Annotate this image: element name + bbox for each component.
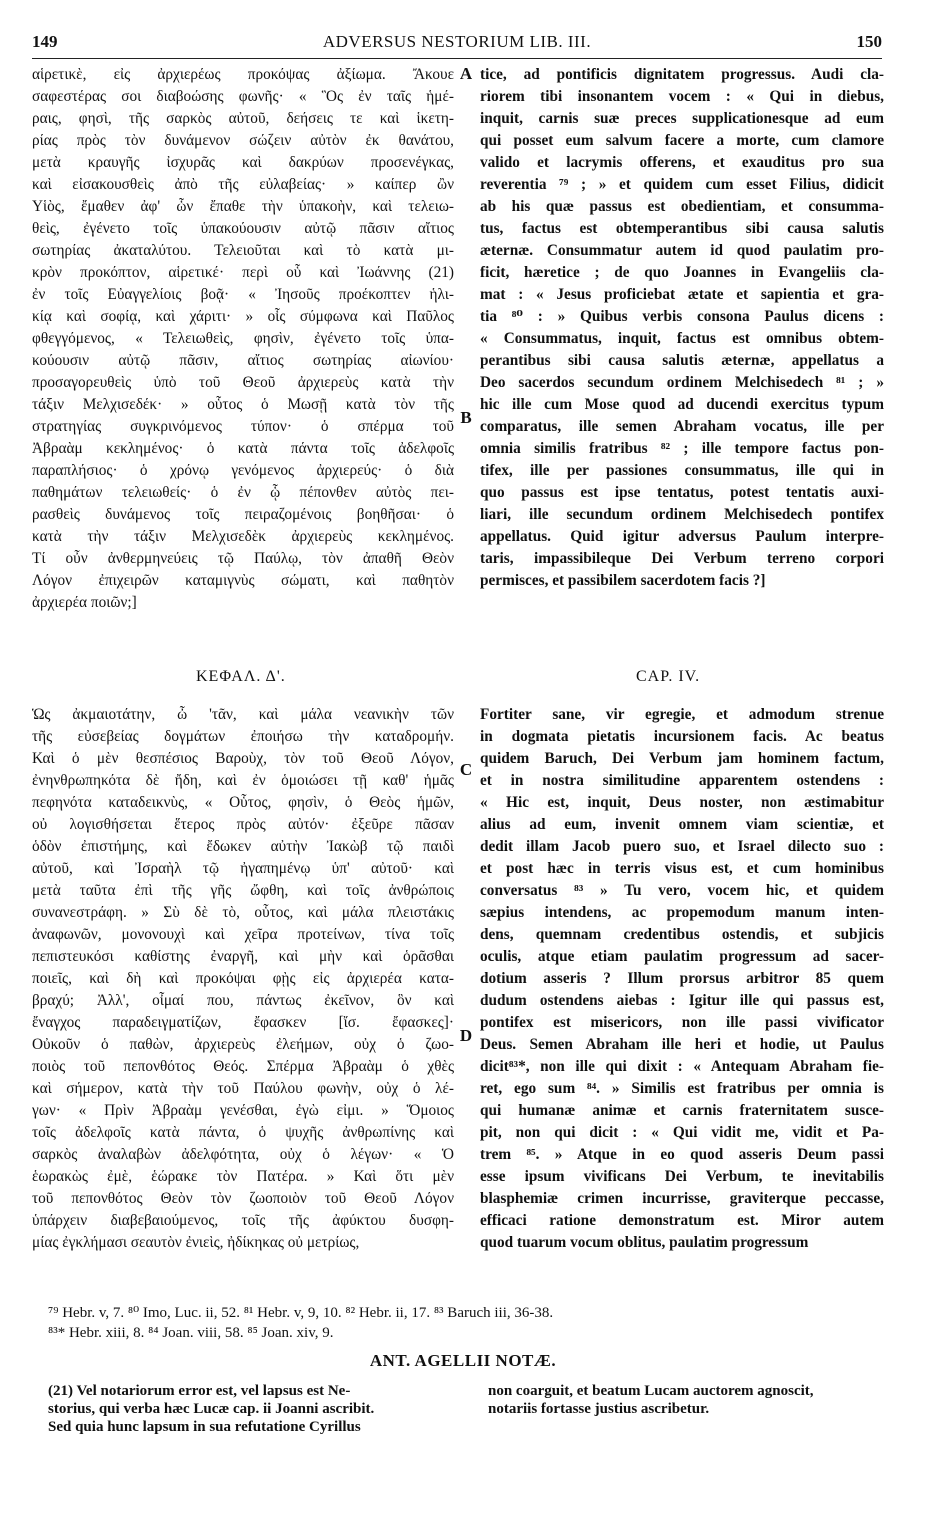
note-line: (21) Vel notariorum error est, vel lapsus est Ne- <box>48 1383 351 1399</box>
greek-text-line: συνανεστράφη. » Σὺ δὲ τὸ, οὗτος, καὶ μάλα πλειστάκις <box>32 904 454 921</box>
greek-text-line: ἐνηνθρωπηκότα δὲ ἤδη, καὶ ἐν ὁμοιώσει τῇ καθ' ἡμᾶς <box>32 772 454 789</box>
greek-text-line: ποιεῖς, καὶ δὴ καὶ προκόψαι φῂς εἰς ἀρχιερέα κατα- <box>32 970 454 987</box>
greek-text-line: παραπλήσιος· ὁ χρόνῳ γενόμενος ἀρχιερεύς· ὁ διὰ <box>32 462 454 479</box>
running-header <box>32 32 882 59</box>
latin-text-line: tia ⁸⁰ : » Quibus verbis consona Paulus dicens : <box>480 308 884 325</box>
latin-text-line: sæpius intendens, ac propemodum manum inten- <box>480 904 884 921</box>
latin-text-line: pit, non qui dicit : « Qui vidit me, vidit et Pa- <box>480 1124 884 1141</box>
greek-column-section1 <box>32 64 454 614</box>
latin-text-line: quod tuarum vocum oblitus, paulatim progressum <box>480 1234 809 1251</box>
latin-text-line: ret, ego sum ⁸⁴. » Similis est fratribus per omnia is <box>480 1080 884 1097</box>
latin-text-line: valido et lacrymis offerens, et exauditus pro sua <box>480 154 884 171</box>
latin-text-line: dicit⁸³*, non ille qui dixit : « Antequam Abraham fie- <box>480 1058 884 1075</box>
greek-text-line: ἀναφωνῶν, μονονουχὶ καὶ χεῖρα προτείνων, τίνα τοῖς <box>32 926 454 943</box>
greek-text-line: προσαγορευθεὶς ὑπὸ τοῦ Θεοῦ ἀρχιερεὺς κατὰ τὴν <box>32 374 454 391</box>
greek-text-line: Υἱὸς, ἔμαθεν ἀφ' ὧν ἔπαθε τὴν ὑπακοὴν, καὶ τελειω- <box>32 198 454 215</box>
greek-text-line: σωτηρίας ἀκαταλύτου. Τελειοῦται καὶ τὸ κατὰ μι- <box>32 242 454 259</box>
greek-text-line: παθημάτων τελειωθείς· ὁ ἐν ᾧ πέπονθεν αὐτὸς πει- <box>32 484 454 501</box>
greek-text-line: Καὶ ὁ μὲν θεσπέσιος Βαροὺχ, τὸν τοῦ Θεοῦ Λόγον, <box>32 750 454 767</box>
latin-text-line: Deus. Semen Abraham ille heri et hodie, ut Paulus <box>480 1036 884 1053</box>
margin-letter-a: A <box>459 64 473 83</box>
greek-text-line: αὐτοῦ, καὶ Ἰσραὴλ τῷ ἠγαπημένῳ ὑπ' αὐτοῦ· καὶ <box>32 860 454 877</box>
note-right-column <box>488 1382 898 1418</box>
greek-text-line: σαρκὸς ἀναλαβὼν ἀδελφότητα, οὐχ ὁ λέγων· « Ὁ <box>32 1146 454 1163</box>
greek-text-line: καὶ εἰσακουσθεὶς ἀπὸ τῆς εὐλαβείας· » καίπερ ὢν <box>32 176 454 193</box>
latin-text-line: riorem tibi insonantem vocem : « Qui in diebus, <box>480 88 884 105</box>
latin-text-line: alius ad eum, invenit omnem viam scientiæ, et <box>480 816 884 833</box>
latin-text-line: blasphemiæ crimen incurrisse, graviterque peccasse, <box>480 1190 884 1207</box>
latin-text-line: et in nostra similitudine apparentem ostendens : <box>480 772 884 789</box>
greek-text-line: ρασθεὶς δυνάμενος τοῖς πειραζομένοις βοηθῆσαι· ὁ <box>32 506 454 523</box>
greek-text-line: ἀρχιερέα ποιῶν;] <box>32 594 137 611</box>
latin-column-section2 <box>480 704 884 1254</box>
latin-text-line: appellatus. Quid igitur adversus Paulum interpre- <box>480 528 884 545</box>
latin-text-line: permisces, et passibilem sacerdotem facis ?] <box>480 572 766 589</box>
greek-text-line: μετὰ ταῦτα ἐπὶ τῆς γῆς ὤφθη, καὶ τοῖς ἀνθρώποις <box>32 882 454 899</box>
latin-text-line: Fortiter sane, vir egregie, et admodum strenue <box>480 706 884 723</box>
greek-text-line: ἔναγχος παραδειγματίζων, ἔφασκεν [ἴσ. ἔφασκες]· <box>32 1014 454 1031</box>
latin-text-line: ab his quæ passus est obedientiam, et consumma- <box>480 198 884 215</box>
latin-text-line: quo passus est ipse tentatus, potest tentatis auxi- <box>480 484 884 501</box>
footnote-line-2: ⁸³* Hebr. xiii, 8. ⁸⁴ Joan. viii, 58. ⁸⁵ Joan. xiv, 9. <box>48 1325 334 1341</box>
latin-text-line: tice, ad pontificis dignitatem progressus. Audi cla- <box>480 66 884 83</box>
margin-letter-b: B <box>460 408 472 427</box>
latin-text-line: dotium asseris ? Illum prorsus arbitror 85 quem <box>480 970 884 987</box>
latin-text-line: oculis, atque etiam paulatim progressum ad sacer- <box>480 948 884 965</box>
latin-text-line: esse ipsum vivificans Dei Verbum, te inevitabilis <box>480 1168 884 1185</box>
page-number-right: 150 <box>856 32 882 51</box>
latin-text-line: qui posset eum salvum facere a morte, cum clamore <box>480 132 884 149</box>
latin-text-line: « Consummatus, inquit, factus est omnibus obtem- <box>480 330 884 347</box>
latin-text-line: efficaci ratione demonstratum est. Miror autem <box>480 1212 884 1229</box>
latin-text-line: pontifex est misericors, non ille passi vivificator <box>480 1014 884 1031</box>
greek-text-line: ἑωρακὼς ἐμὲ, ἑώρακε τὸν Πατέρα. » Καὶ ὅτι μὲν <box>32 1168 454 1185</box>
greek-text-line: τάξιν Μελχισεδέκ· » οὗτος ὁ Μωσῇ κατὰ τὸν τῆς <box>32 396 454 413</box>
latin-text-line: ficit, hæretice ; de quo Joannes in Evangeliis cla- <box>480 264 884 281</box>
greek-text-line: Ἀβραὰμ κεκλημένος· ὁ κατὰ πάντα τοῖς ἀδελφοῖς <box>32 440 454 457</box>
latin-text-line: dedit illam Jacob puero suo, et Israel dilecto suo : <box>480 838 884 855</box>
greek-text-line: ἐν τοῖς Εὐαγγελίοις βοᾷ· « Ἰησοῦς προέκοπτεν ἡλι- <box>32 286 454 303</box>
greek-text-line: αἱρετικὲ, εἰς ἀρχιερέως προκόψας ἀξίωμα. Ἄκουε <box>32 66 454 83</box>
notes-title: ANT. AGELLII NOTÆ. <box>369 1351 557 1370</box>
latin-text-line: « Hic est, inquit, Deus noster, non æstimabitur <box>480 794 884 811</box>
greek-text-line: ποιὸς τοῦ πεπονθότος Θεός. Σπέρμα Ἀβραὰμ ὁ χθὲς <box>32 1058 454 1075</box>
greek-text-line: τοῖς ἀδελφοῖς κατὰ πάντα, ὁ ψυχῆς ἀνθρωπίνης καὶ <box>32 1124 454 1141</box>
greek-text-line: ραις, φησὶ, τῆς σαρκὸς αὐτοῦ, δεήσεις τε καὶ ἱκετη- <box>32 110 454 127</box>
greek-text-line: Οὐκοῦν ὁ παθὼν, ἀρχιερεὺς ἐλεήμων, οὐχ ὁ ζωο- <box>32 1036 454 1053</box>
greek-text-line: μίας ἐγκλήμασι σεαυτὸν ἐνιεὶς, ἠδίκηκας οὐ μετρίως, <box>32 1234 360 1251</box>
margin-letter-c: C <box>459 760 473 779</box>
note-line: storius, qui verba hæc Lucæ cap. ii Joanni ascribit. <box>48 1401 375 1417</box>
greek-text-line: τῆς εὐσεβείας δογμάτων ἐποιήσω τὴν καταδρομήν. <box>32 728 454 745</box>
latin-text-line: comparatus, ille semen Abraham vocatus, ille per <box>480 418 884 435</box>
greek-text-line: καὶ σήμερον, κατὰ τὴν τοῦ Παύλου φωνὴν, οὐχ ὁ λέ- <box>32 1080 454 1097</box>
greek-text-line: πεφηνότα καταδεικνὺς, « Οὗτος, φησὶν, ὁ Θεὸς ἡμῶν, <box>32 794 454 811</box>
latin-text-line: qui humanæ animæ et carnis fraternitatem susce- <box>480 1102 884 1119</box>
greek-text-line: ρίας πρὸς τὸν δυνάμενον σώζειν αὐτὸν ἐκ θανάτου, <box>32 132 454 149</box>
margin-letter-d: D <box>459 1026 473 1045</box>
latin-text-line: tus, factus est obtemperantibus sibi causa salutis <box>480 220 884 237</box>
note-line: non coarguit, et beatum Lucam auctorem agnoscit, <box>488 1383 814 1399</box>
chapter-title-greek: ΚΕΦΑΛ. Δ'. <box>196 668 286 685</box>
greek-text-line: σαφεστέρας σοι διαβοώσης φωνῆς· « Ὃς ἐν ταῖς ἡμέ- <box>32 88 454 105</box>
greek-text-line: Λόγον ἐπιχειρῶν καταμιγνὺς σώματι, καὶ παθητὸν <box>32 572 454 589</box>
greek-text-line: τοῦ πεπονθότος Θεὸν τὸν ζωοποιὸν τοῦ Θεοῦ Λόγον <box>32 1190 454 1207</box>
greek-text-line: Τί οὖν ἀνθερμηνεύεις τῷ Παύλῳ, τὸν ἀπαθῆ Θεὸν <box>32 550 454 567</box>
footnote-line-1: ⁷⁹ Hebr. v, 7. ⁸⁰ Imo, Luc. ii, 52. ⁸¹ Hebr. v, 9, 10. ⁸² Hebr. ii, 17. ⁸³ Baruch iii, 36-38. <box>48 1305 554 1321</box>
greek-text-line: κρὸν προκόπτον, αἱρετικέ· περὶ οὗ καὶ Ἰωάννης (21) <box>32 264 454 281</box>
note-left-column <box>48 1382 468 1436</box>
page-number-left: 149 <box>32 32 58 51</box>
greek-text-line: κούουσιν αὐτῷ πᾶσιν, αἴτιος σωτηρίας αἰωνίου· <box>32 352 454 369</box>
chapter-title-latin: CAP. IV. <box>636 668 701 685</box>
latin-text-line: dudum ostendens aiebas : Igitur ille qui passus est, <box>480 992 884 1009</box>
running-title: ADVERSUS NESTORIUM LIB. III. <box>322 32 592 51</box>
latin-text-line: conversatus ⁸³ » Tu vero, vocem hic, et quidem <box>480 882 884 899</box>
latin-text-line: et post hæc in terris visus est, et cum hominibus <box>480 860 884 877</box>
greek-text-line: κατὰ τὴν τάξιν Μελχισεδὲκ ἀρχιερεὺς κεκλημένος. <box>32 528 454 545</box>
greek-text-line: μετὰ κραυγῆς ἰσχυρᾶς καὶ δακρύων προσενέγκας, <box>32 154 454 171</box>
note-line: notariis fortasse justius ascribetur. <box>488 1401 710 1417</box>
greek-text-line: βραχύ; Ἀλλ', οἶμαί που, πάντως ἐκεῖνον, ὃν καὶ <box>32 992 454 1009</box>
latin-text-line: in dogmata pietatis incursionem facis. Ac beatus <box>480 728 884 745</box>
latin-column-section1 <box>480 64 884 592</box>
latin-text-line: Deo sacerdos secundum ordinem Melchisedech ⁸¹ ; » <box>480 374 884 391</box>
latin-text-line: liari, ille secundum ordinem Melchisedech pontifex <box>480 506 884 523</box>
latin-text-line: tifex, ille per passiones consummatus, ille qui in <box>480 462 884 479</box>
greek-text-line: οὐ λογισθήσεται ἕτερος πρὸς αὐτόν· ἐξεῦρε πᾶσαν <box>32 816 454 833</box>
latin-text-line: æternæ. Consummatur autem id quod paulatim pro- <box>480 242 884 259</box>
latin-text-line: taris, impassibileque Dei Verbum terreno corpori <box>480 550 884 567</box>
greek-text-line: κίᾳ καὶ σοφίᾳ, καὶ χάριτι· » οἷς σύμφωνα καὶ Παῦλος <box>32 308 454 325</box>
latin-text-line: omnia similis fratribus ⁸² ; ille tempore factus pon- <box>480 440 884 457</box>
note-line: Sed quia hunc lapsum in sua refutatione Cyrillus <box>48 1419 361 1435</box>
latin-text-line: trem ⁸⁵. » Atque in eo quod asseris Deum passi <box>480 1146 884 1163</box>
footnotes <box>48 1303 888 1343</box>
latin-text-line: hic ille cum Mose quod ad ducendi exercitus typum <box>480 396 884 413</box>
greek-text-line: γων· « Πρὶν Ἀβραὰμ γενέσθαι, ἐγὼ εἰμι. » Ὅμοιος <box>32 1102 454 1119</box>
greek-text-line: ὁδὸν ἐπιστήμης, καὶ ἔδωκεν αὐτὴν Ἰακὼβ τῷ παιδὶ <box>32 838 454 855</box>
latin-text-line: mat : « Jesus proficiebat ætate et sapientia et gra- <box>480 286 884 303</box>
greek-text-line: στρατηγίας συγκρινόμενος τύπον· ὁ σπέρμα τοῦ <box>32 418 454 435</box>
latin-text-line: inquit, carnis suæ preces supplicationesque ad eum <box>480 110 884 127</box>
latin-text-line: perantibus sibi causa salutis æternæ, appellatus a <box>480 352 884 369</box>
greek-text-line: πεπιστευκόσι καθίστης ἐναργῆ, καὶ μὴν καὶ ὁρᾶσθαι <box>32 948 454 965</box>
greek-column-section2 <box>32 704 454 1254</box>
latin-text-line: quidem Baruch, Dei Verbum jam hominem factum, <box>480 750 884 767</box>
greek-text-line: ὑπάρχειν διαβεβαιούμενος, τοῖς τῆς ἀφύκτου δυσφη- <box>32 1212 454 1229</box>
greek-text-line: φθεγγόμενος, « Τελειωθεὶς, φησὶν, ἐγένετο τοῖς ὑπα- <box>32 330 454 347</box>
latin-text-line: reverentia ⁷⁹ ; » et quidem cum esset Filius, didicit <box>480 176 884 193</box>
latin-text-line: dens, quemnam credentibus ostendis, et subjicis <box>480 926 884 943</box>
greek-text-line: Ὡς ἀκμαιοτάτην, ὦ 'τᾶν, καὶ μάλα νεανικὴν τῶν <box>32 706 454 723</box>
greek-text-line: θεὶς, ἐγένετο τοῖς ὑπακούουσιν αὐτῷ πᾶσιν αἴτιος <box>32 220 454 237</box>
